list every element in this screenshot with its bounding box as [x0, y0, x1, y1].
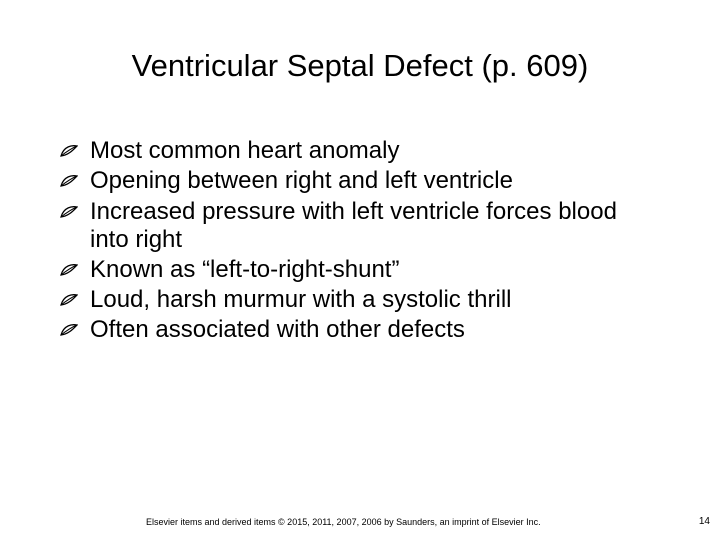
copyright-footer: Elsevier items and derived items © 2015, 2011, 2007, 2006 by Saunders, an imprint of Elsevier Inc. — [146, 517, 541, 527]
leaf-bullet-icon — [60, 324, 78, 336]
leaf-bullet-icon — [60, 264, 78, 276]
bullet-item — [60, 256, 660, 284]
bullet-text: Often associated with other defects — [90, 316, 465, 344]
bullet-text: Opening between right and left ventricle — [90, 167, 513, 195]
bullet-item — [60, 198, 660, 254]
bullet-text: Most common heart anomaly — [90, 137, 400, 164]
bullet-item — [60, 316, 660, 344]
page-number: 14 — [698, 516, 710, 527]
bullet-text: Increased pressure with left ventricle forces blood into right — [90, 197, 617, 253]
leaf-bullet-icon — [60, 145, 78, 157]
leaf-bullet-icon — [60, 294, 78, 306]
bullet-item — [60, 137, 660, 165]
bullet-item — [60, 286, 660, 314]
bullet-text: Known as “left-to-right-shunt” — [90, 255, 400, 283]
bullet-list — [60, 137, 660, 347]
bullet-item — [60, 167, 660, 195]
bullet-text: Loud, harsh murmur with a systolic thrill — [90, 286, 512, 314]
leaf-bullet-icon — [60, 175, 78, 187]
slide-title: Ventricular Septal Defect (p. 609) — [131, 48, 589, 83]
leaf-bullet-icon — [60, 206, 78, 218]
